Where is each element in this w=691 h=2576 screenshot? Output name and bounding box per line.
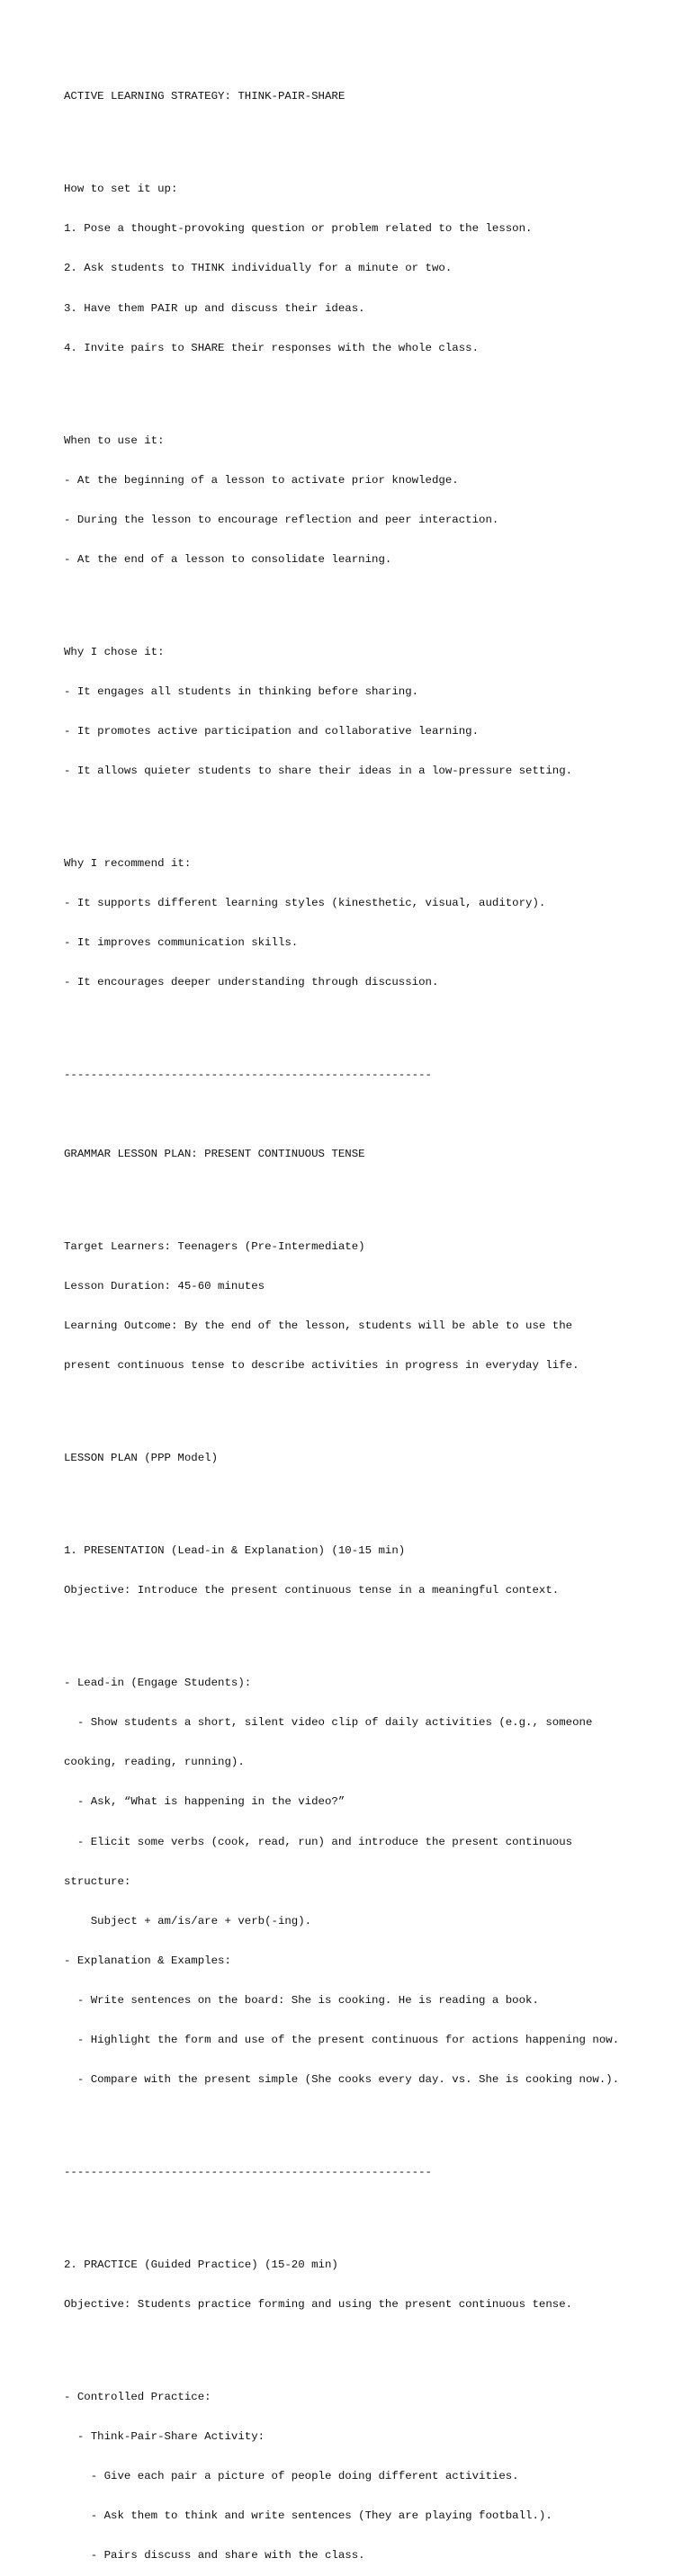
spacer	[64, 593, 685, 606]
why-chose-item: - It promotes active participation and collaborative learning.	[64, 724, 480, 738]
why-recommend-item: - It improves communication skills.	[64, 936, 299, 950]
activity-heading: - Think-Pair-Share Activity:	[64, 2430, 265, 2443]
strategy-title: ACTIVE LEARNING STRATEGY: THINK-PAIR-SHARE	[64, 90, 346, 103]
explanation-item: - Compare with the present simple (She cooks every day. vs. She is cooking now.).	[64, 2073, 620, 2087]
structure-formula: Subject + am/is/are + verb(-ing).	[64, 1914, 312, 1928]
why-chose-heading: Why I chose it:	[64, 645, 165, 658]
activity-item: - Ask them to think and write sentences (They are playing football.).	[64, 2509, 552, 2523]
document-page	[64, 64, 685, 2576]
practice-objective: Objective: Students practice forming and using the present continuous tense.	[64, 2298, 573, 2312]
grammar-title: GRAMMAR LESSON PLAN: PRESENT CONTINUOUS TENSE	[64, 1148, 365, 1161]
explanation-item: - Highlight the form and use of the present continuous for actions happening now.	[64, 2034, 620, 2047]
spacer	[64, 2205, 685, 2219]
presentation-objective: Objective: Introduce the present continuous tense in a meaningful context.	[64, 1584, 560, 1597]
spacer	[64, 1187, 685, 1201]
why-recommend-item: - It encourages deeper understanding through discussion.	[64, 976, 439, 989]
leadin-item: cooking, reading, running).	[64, 1756, 245, 1769]
controlled-practice-heading: - Controlled Practice:	[64, 2390, 211, 2403]
when-item: - At the end of a lesson to consolidate learning.	[64, 552, 392, 566]
divider: -------------------------------------------------------	[64, 2166, 432, 2179]
lesson-duration: Lesson Duration: 45-60 minutes	[64, 1280, 265, 1293]
activity-item: - Give each pair a picture of people doing different activities.	[64, 2470, 519, 2483]
spacer	[64, 804, 685, 818]
spacer	[64, 130, 685, 144]
spacer	[64, 2113, 685, 2126]
lesson-plan-heading: LESSON PLAN (PPP Model)	[64, 1452, 219, 1465]
spacer	[64, 381, 685, 395]
when-heading: When to use it:	[64, 434, 165, 447]
learning-outcome: present continuous tense to describe activities in progress in everyday life.	[64, 1359, 579, 1373]
spacer	[64, 1108, 685, 1122]
why-recommend-heading: Why I recommend it:	[64, 856, 192, 870]
leadin-item: - Elicit some verbs (cook, read, run) and introduce the present continuous	[64, 1835, 573, 1848]
divider: -------------------------------------------------------	[64, 1069, 432, 1082]
leadin-item: - Show students a short, silent video clip of daily activities (e.g., someone	[64, 1716, 593, 1730]
spacer	[64, 1400, 685, 1413]
leadin-heading: - Lead-in (Engage Students):	[64, 1677, 252, 1690]
why-chose-item: - It allows quieter students to share their ideas in a low-pressure setting.	[64, 765, 573, 778]
target-learners: Target Learners: Teenagers (Pre-Intermediate)	[64, 1240, 365, 1254]
why-recommend-item: - It supports different learning styles (kinesthetic, visual, auditory).	[64, 897, 546, 909]
learning-outcome: Learning Outcome: By the end of the lesson, students will be able to use the	[64, 1319, 573, 1333]
activity-item: - Pairs discuss and share with the class.	[64, 2549, 365, 2563]
presentation-heading: 1. PRESENTATION (Lead-in & Explanation) (10-15 min)	[64, 1544, 406, 1558]
setup-item: 2. Ask students to THINK individually for a minute or two.	[64, 262, 453, 275]
leadin-item: - Ask, “What is happening in the video?”	[64, 1795, 346, 1809]
explanation-heading: - Explanation & Examples:	[64, 1954, 231, 1967]
setup-heading: How to set it up:	[64, 183, 178, 196]
when-item: - During the lesson to encourage reflection and peer interaction.	[64, 513, 499, 526]
practice-heading: 2. PRACTICE (Guided Practice) (15-20 min)	[64, 2258, 338, 2271]
when-item: - At the beginning of a lesson to activate prior knowledge.	[64, 473, 459, 487]
spacer	[64, 1491, 685, 1505]
setup-item: 4. Invite pairs to SHARE their responses with the whole class.	[64, 341, 480, 354]
setup-item: 1. Pose a thought-provoking question or problem related to the lesson.	[64, 222, 533, 236]
setup-item: 3. Have them PAIR up and discuss their ideas.	[64, 301, 365, 315]
why-chose-item: - It engages all students in thinking before sharing.	[64, 684, 419, 698]
spacer	[64, 1623, 685, 1637]
explanation-item: - Write sentences on the board: She is cooking. He is reading a book.	[64, 1993, 539, 2007]
spacer	[64, 1015, 685, 1029]
spacer	[64, 2338, 685, 2351]
leadin-item: structure:	[64, 1874, 131, 1888]
